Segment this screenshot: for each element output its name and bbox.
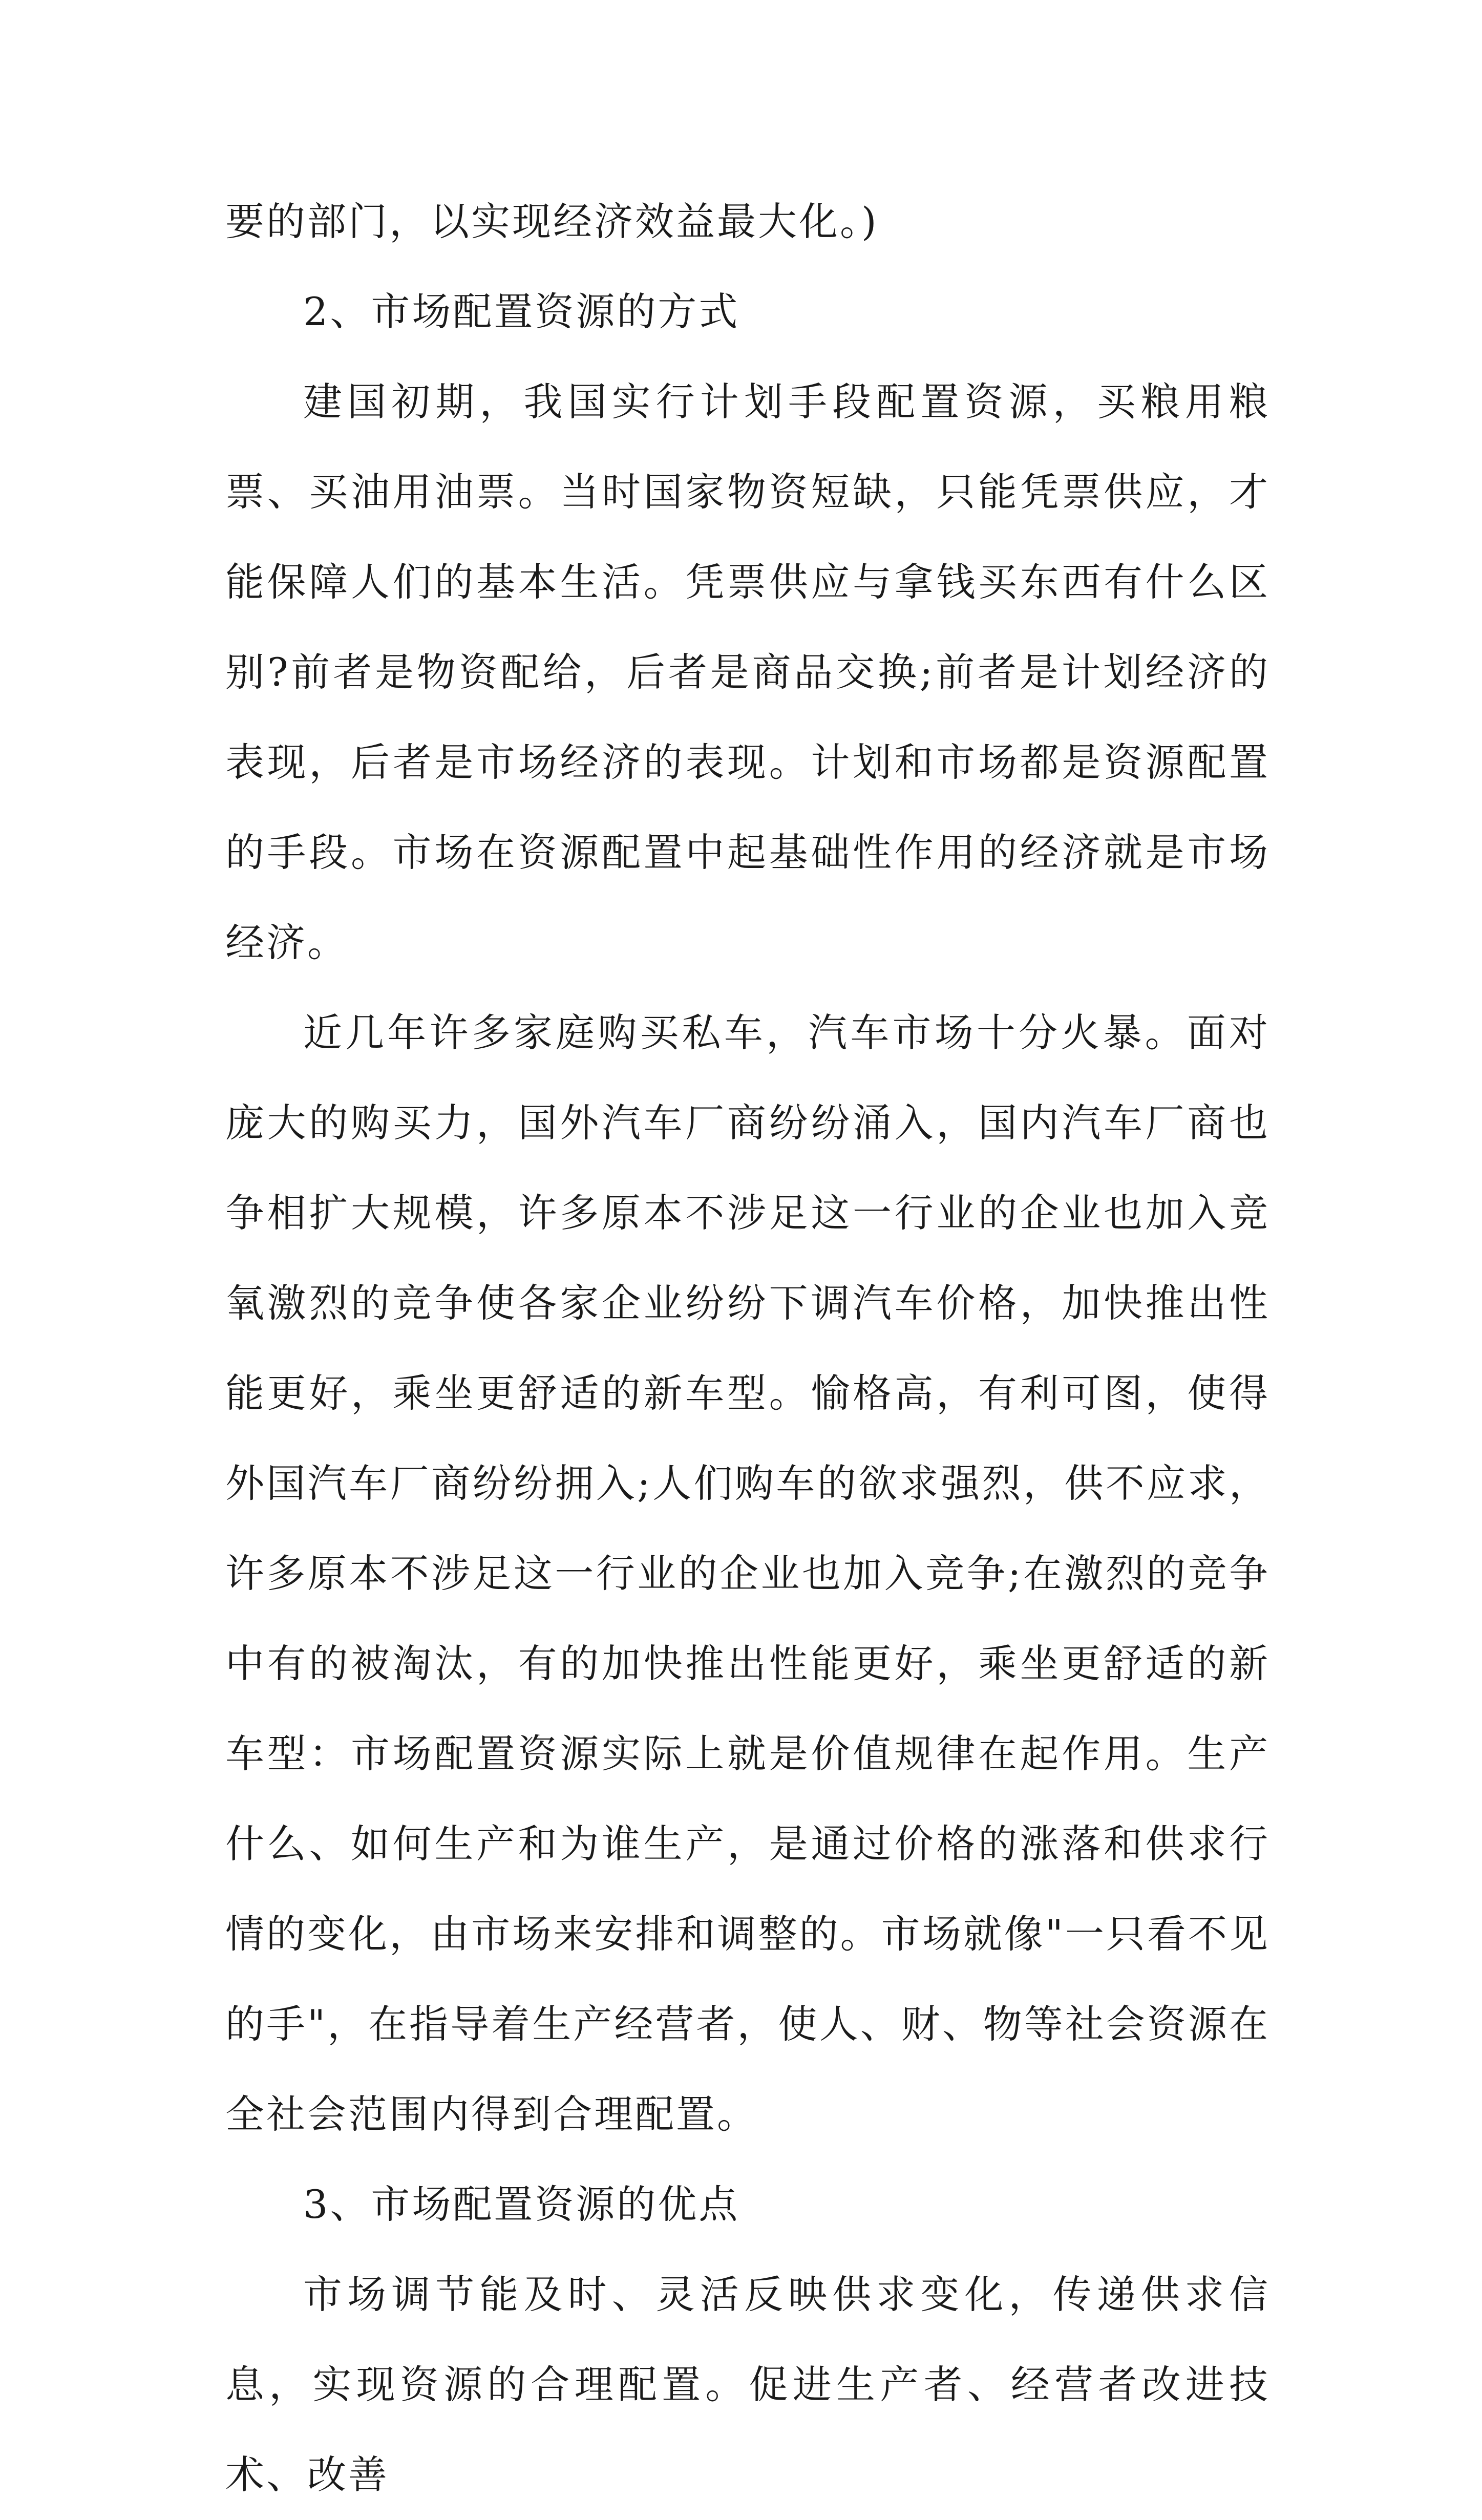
paragraph-car-market: 近几年许多家庭购买私车，汽车市场十分火暴。面对庞大的购买力，国外汽车厂商纷纷涌入，国内汽车厂商也争相扩大规模，许多原本不涉足这一行业的企业也加入竞氧激烈的竞争使各家企业纷纷下调汽车价格，加快推出性能更好，乘坐更舒适的新车型。愉格高，有利可图，使得外国汽车厂商纷纷拥入;人们购车的欲求强烈，供不应求，许多原本不涉足这一行业的企业也加入竞争;在激烈的竞争中有的被淘汰，有的加快推出性能更好，乘坐更舒适的新车型：市场配置资源实际上就是价值规律在起作用。生产什么、如何生产和为谁生产，是通过价格的涨落和供求行情的变化，由市场来安排和调整的。市场就像"一只看不见的手"，在指导着生产经营者，使人、财、物等社会资源在全社会范围内得到合理配置。 bbox=[225, 1010, 1270, 2137]
section-heading-2: 2、市场配置资源的方式 bbox=[303, 289, 740, 334]
section-heading-3: 3、市场配置资源的优点 bbox=[303, 2182, 740, 2227]
paragraph-planned-economy: 建国初期，我国实行计划手段配置资源，买粮用粮票、买油用油票。当时国家物资短缺，只能凭票供应，才能保障人们的基本生活。凭票供应与拿钱买东西有什么区别?前者是物资配给，后者是商品交换;前者是计划经济的表现，后者是市场经济的表现。计划和市场都是资源配置的手段。市场在资源配置中起基础性作用的经济就是市场经济。 bbox=[225, 379, 1270, 965]
document-body bbox=[225, 177, 1270, 2520]
paragraph-continuation: 要的部门，以实现经济效益最大化。) bbox=[225, 199, 879, 244]
paragraph-market-advantages: 市场调节能及时、灵活反映供求变化，传递供求信息，实现资源的合理配置。促进生产者、经营者改进技术、改善 bbox=[225, 2272, 1270, 2497]
